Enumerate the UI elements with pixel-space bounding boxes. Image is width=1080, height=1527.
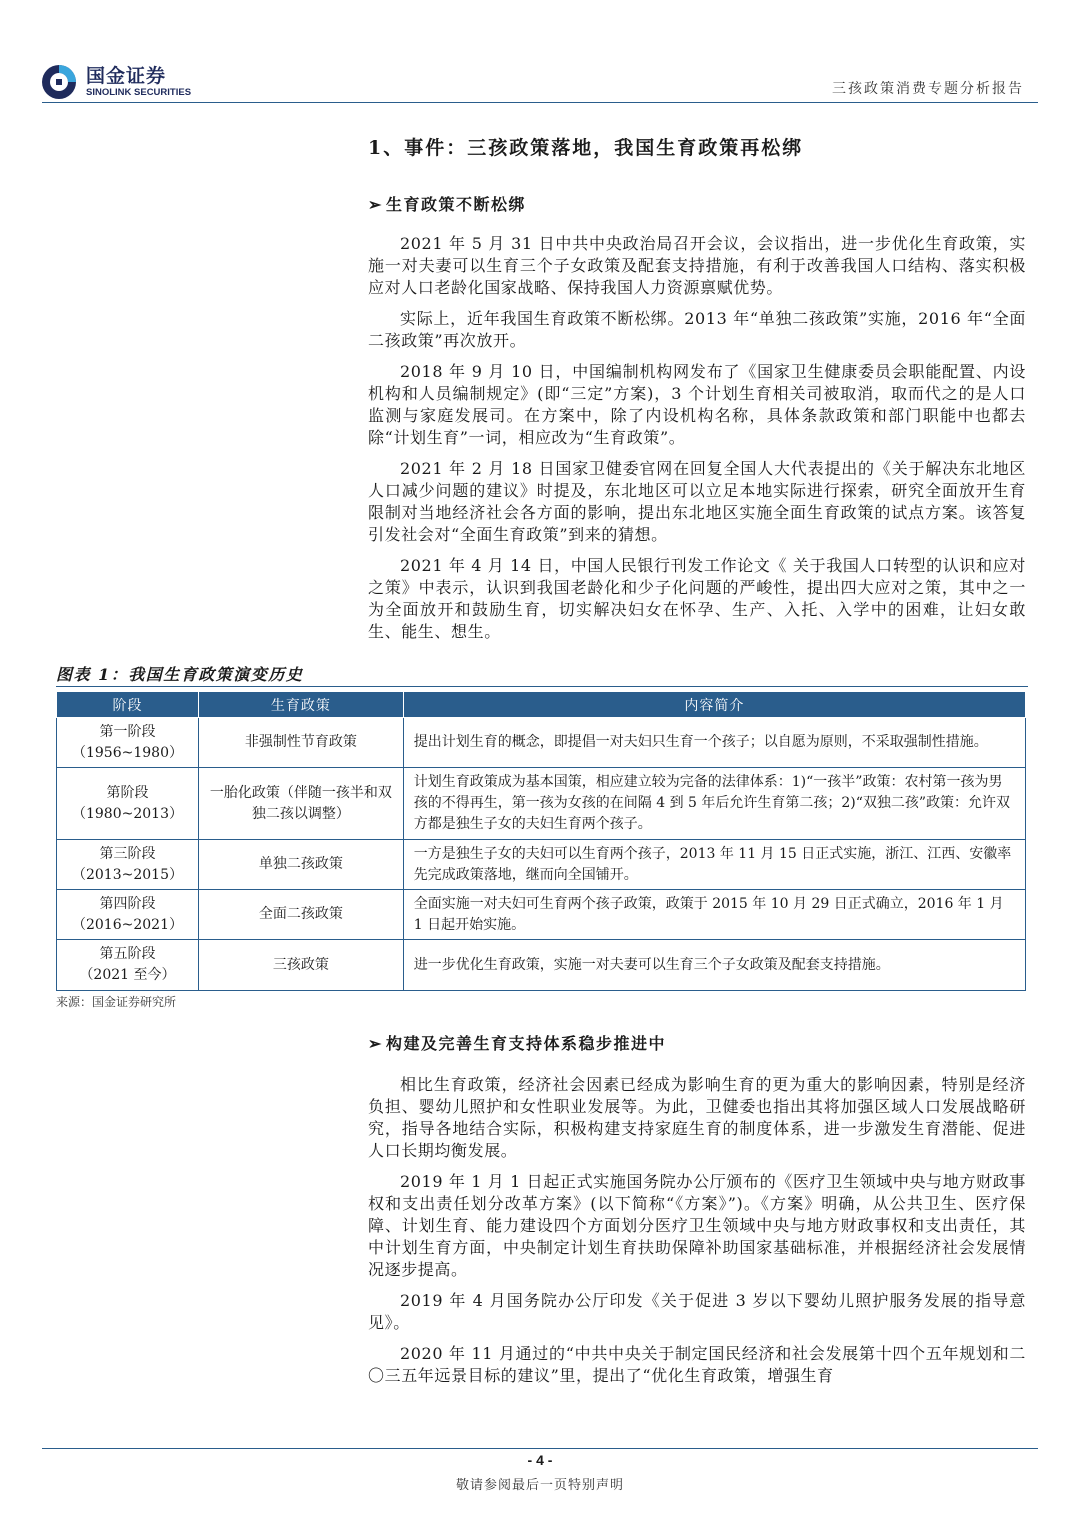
- stage-years: （2013~2015）: [71, 866, 183, 883]
- stage-cell: [57, 718, 199, 768]
- paragraph: 2019 年 4 月国务院办公厅印发《关于促进 3 岁以下婴幼儿照护服务发展的指导意见》。: [368, 1291, 1026, 1332]
- table-row: [57, 840, 1026, 890]
- table-row: [57, 890, 1026, 940]
- paragraph: 2018 年 9 月 10 日，中国编制机构网发布了《国家卫生健康委员会职能配置、内设机构和人员编制规定》(即“三定”方案)，3 个计划生育相关司被取消，取而代之的是人口监测与家庭发展司。在方案中，除了内设机构名称，具体条款政策和部门职能中也都去除“计划生育”一词，相应改为“生育政策”。: [368, 362, 1026, 447]
- logo-en-text: SINOLINK SECURITIES: [86, 87, 192, 98]
- logo-mark-icon: [40, 63, 78, 101]
- paragraph: 实际上，近年我国生育政策不断松绑。2013 年“单独二孩政策”实施，2016 年“全面二孩政策”再次放开。: [368, 309, 1026, 350]
- table-row: [57, 940, 1026, 991]
- subhead-text: 生育政策不断松绑: [386, 195, 527, 214]
- body-text-section-1: [368, 233, 1026, 652]
- paragraph: 2021 年 5 月 31 日中共中央政治局召开会议，会议指出，进一步优化生育政策，实施一对夫妻可以生育三个子女政策及配套支持措施，有利于改善我国人口结构、落实积极应对人口老龄化国家战略、保持我国人力资源禀赋优势。: [368, 234, 1026, 297]
- policy-cell: 三孩政策: [198, 940, 403, 991]
- figure-divider: [56, 686, 1028, 687]
- table-header-row: [57, 692, 1026, 718]
- footer-divider: [42, 1448, 1038, 1449]
- paragraph: 2019 年 1 月 1 日起正式实施国务院办公厅颁布的《医疗卫生领域中央与地方财政事权和支出责任划分改革方案》(以下简称“《方案》”)。《方案》明确，从公共卫生、医疗保障、计划生育、能力建设四个方面划分医疗卫生领域中央与地方财政事权和支出责任，其中计划生育方面，中央制定计划生育扶助保障补助国家基础标准，并根据经济社会发展情况逐步提高。: [368, 1172, 1026, 1279]
- policy-cell: 非强制性节育政策: [198, 718, 403, 768]
- header-divider: [42, 102, 1038, 103]
- stage-cell: [57, 940, 199, 991]
- stage-name: 第一阶段: [99, 723, 156, 740]
- stage-years: （1980~2013）: [71, 805, 183, 822]
- arrow-bullet-icon: ➢: [368, 1034, 383, 1053]
- paragraph: 相比生育政策，经济社会因素已经成为影响生育的更为重大的影响因素，特别是经济负担、婴幼儿照护和女性职业发展等。为此，卫健委也指出其将加强区域人口发展战略研究，指导各地结合实际，积极构建支持家庭生育的制度体系，进一步激发生育潜能、促进人口长期均衡发展。: [368, 1075, 1026, 1160]
- paragraph: 2021 年 4 月 14 日，中国人民银行刊发工作论文《 关于我国人口转型的认识和应对之策》中表示，认识到我国老龄化和少子化问题的严峻性，提出四大应对之策，其中之一为全面放开和鼓励生育，切实解决妇女在怀孕、生产、入托、入学中的困难，让妇女敢生、能生、想生。: [368, 556, 1026, 641]
- content-cell: 一方是独生子女的夫妇可以生育两个孩子，2013 年 11 月 15 日正式实施，浙江、江西、安徽率先完成政策落地，继而向全国铺开。: [403, 840, 1025, 890]
- section-title: 1、事件：三孩政策落地，我国生育政策再松绑: [368, 137, 804, 159]
- stage-name: 第五阶段: [99, 946, 156, 962]
- stage-name: 第四阶段: [99, 895, 156, 912]
- body-text-section-2: [368, 1074, 1026, 1396]
- subhead-text: 构建及完善生育支持体系稳步推进中: [386, 1034, 667, 1053]
- stage-name: 第阶段: [106, 784, 149, 801]
- stage-years: （2021 至今）: [79, 967, 176, 983]
- page-number: - 4 -: [527, 1452, 553, 1468]
- figure-source: 来源：国金证券研究所: [56, 995, 177, 1009]
- column-header-stage: 阶段: [57, 692, 199, 718]
- disclaimer-note: 敬请参阅最后一页特别声明: [455, 1478, 624, 1493]
- arrow-bullet-icon: ➢: [368, 195, 383, 214]
- content-cell: 进一步优化生育政策，实施一对夫妻可以生育三个子女政策及配套支持措施。: [403, 940, 1025, 991]
- table-row: [57, 768, 1026, 840]
- stage-years: （2016~2021）: [71, 916, 183, 933]
- subhead-support-system: [368, 1031, 666, 1054]
- company-logo: [40, 62, 200, 102]
- policy-cell: 单独二孩政策: [198, 840, 403, 890]
- paragraph: 2020 年 11 月通过的“中共中央关于制定国民经济和社会发展第十四个五年规划和二〇三五年远景目标的建议”里，提出了“优化生育政策，增强生育: [368, 1344, 1026, 1385]
- stage-cell: [57, 840, 199, 890]
- policy-cell: 一胎化政策（伴随一孩半和双独二孩以调整）: [198, 768, 403, 840]
- column-header-policy: 生育政策: [198, 692, 403, 718]
- content-cell: 提出计划生育的概念，即提倡一对夫妇只生育一个孩子；以自愿为原则，不采取强制性措施。: [403, 718, 1025, 768]
- figure-title: 图表 1：我国生育政策演变历史: [56, 665, 304, 684]
- stage-name: 第三阶段: [99, 845, 156, 862]
- content-cell: 计划生育政策成为基本国策，相应建立较为完备的法律体系：1)“一孩半”政策：农村第一孩为男孩的不得再生，第一孩为女孩的在间隔 4 到 5 年后允许生育第二孩；2)“双独二孩”政策：允许双方都是独生子女的夫妇生育两个孩子。: [403, 768, 1025, 840]
- stage-years: （1956~1980）: [71, 744, 183, 761]
- policy-cell: 全面二孩政策: [198, 890, 403, 940]
- table-row: [57, 718, 1026, 768]
- logo-cn-text: 国金证券: [86, 65, 167, 87]
- policy-history-table: [56, 691, 1026, 991]
- paragraph: 2021 年 2 月 18 日国家卫健委官网在回复全国人大代表提出的《关于解决东北地区人口减少问题的建议》时提及，东北地区可以立足本地实际进行探索，研究全面放开生育限制对当地经济社会各方面的影响，提出东北地区实施全面生育政策的试点方案。该答复引发社会对“全面生育政策”到来的猜想。: [368, 459, 1026, 544]
- subhead-policy-loosening: [368, 192, 526, 215]
- content-cell: 全面实施一对夫妇可生育两个孩子政策，政策于 2015 年 10 月 29 日正式确立，2016 年 1 月 1 日起开始实施。: [403, 890, 1025, 940]
- column-header-content: 内容简介: [403, 692, 1025, 718]
- report-title: 三孩政策消费专题分析报告: [832, 81, 1024, 97]
- stage-cell: [57, 768, 199, 840]
- stage-cell: [57, 890, 199, 940]
